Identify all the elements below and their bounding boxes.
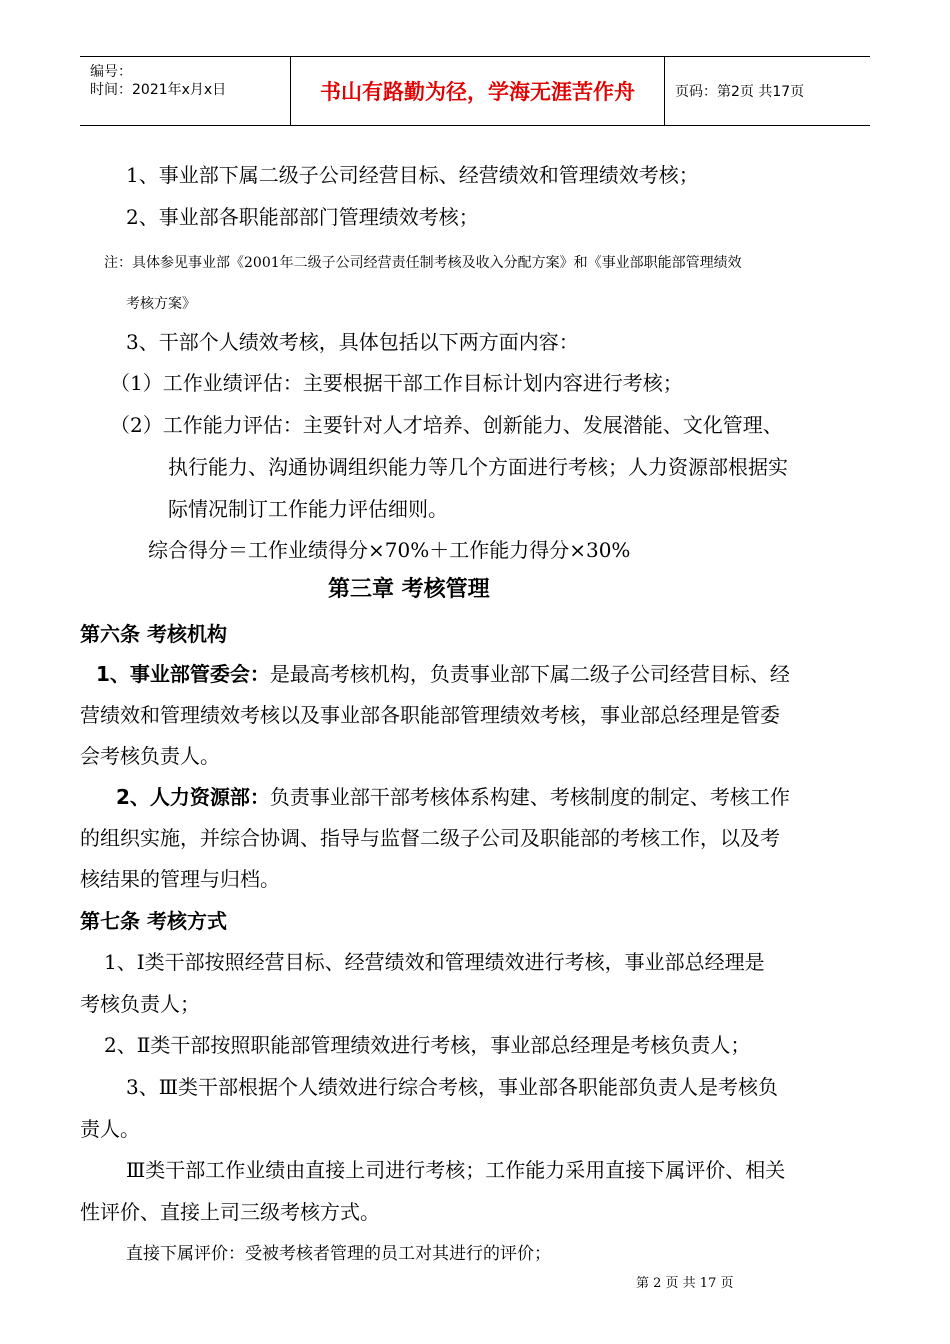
article-7-item-2: 2、Ⅱ类干部按照职能部管理绩效进行考核，事业部总经理是考核负责人； bbox=[104, 1033, 751, 1057]
article-6-item-1-label: 1、事业部管委会： bbox=[96, 662, 270, 686]
note-line-2: 考核方案》 bbox=[126, 296, 196, 312]
article-7-paragraph: Ⅲ类干部工作业绩由直接上司进行考核；工作能力采用直接下属评价、相关 bbox=[126, 1158, 786, 1182]
sub-item-2: （2）工作能力评估：主要针对人才培养、创新能力、发展潜能、文化管理、 bbox=[110, 413, 783, 437]
article-7-heading: 第七条 考核方式 bbox=[80, 909, 227, 933]
list-item-2: 2、事业部各职能部部门管理绩效考核； bbox=[126, 205, 479, 229]
list-item-3: 3、干部个人绩效考核，具体包括以下两方面内容： bbox=[126, 330, 579, 354]
chapter-title: 第三章 考核管理 bbox=[328, 577, 490, 602]
note-line-1: 注：具体参见事业部《2001年二级子公司经营责任制考核及收入分配方案》和《事业部职能部管理绩效 bbox=[104, 255, 742, 271]
article-6-item-2 bbox=[116, 784, 790, 810]
sub-item-2-line-2: 执行能力、沟通协调组织能力等几个方面进行考核；人力资源部根据实 bbox=[168, 455, 788, 479]
score-formula: 综合得分＝工作业绩得分×70%＋工作能力得分×30% bbox=[148, 538, 631, 562]
list-item-1: 1、事业部下属二级子公司经营目标、经营绩效和管理绩效考核； bbox=[126, 163, 699, 187]
sub-item-2-line-3: 际情况制订工作能力评估细则。 bbox=[168, 497, 448, 521]
sub-item-1: （1）工作业绩评估：主要根据干部工作目标计划内容进行考核； bbox=[110, 371, 683, 395]
page-header bbox=[80, 56, 870, 126]
article-6-item-2-text: 负责事业部干部考核体系构建、考核制度的制定、考核工作 bbox=[269, 785, 790, 809]
article-6-item-2-label: 2、人力资源部： bbox=[116, 785, 270, 809]
article-7-item-3: 3、Ⅲ类干部根据个人绩效进行综合考核，事业部各职能部负责人是考核负 bbox=[126, 1075, 779, 1099]
article-6-heading: 第六条 考核机构 bbox=[80, 622, 227, 646]
article-7-item-1-line-2: 考核负责人； bbox=[80, 992, 200, 1016]
header-meta bbox=[80, 57, 291, 125]
document-date: 时间：2021年x月x日 bbox=[90, 82, 227, 98]
article-6-item-2-line-2: 的组织实施，并综合协调、指导与监督二级子公司及职能部的考核工作，以及考 bbox=[80, 826, 780, 850]
header-motto: 书山有路勤为径，学海无涯苦作舟 bbox=[291, 57, 665, 125]
article-6-item-1-line-2: 营绩效和管理绩效考核以及事业部各职能部管理绩效考核，事业部总经理是管委 bbox=[80, 703, 780, 727]
header-page-info: 页码：第2页 共17页 bbox=[675, 84, 805, 100]
article-6-item-1-line-3: 会考核负责人。 bbox=[80, 744, 220, 768]
article-7-item-3-line-2: 责人。 bbox=[80, 1117, 140, 1141]
article-6-item-1 bbox=[96, 661, 790, 687]
article-7-paragraph-line-2: 性评价、直接上司三级考核方式。 bbox=[80, 1200, 380, 1224]
page-footer: 第 2 页 共 17 页 bbox=[636, 1276, 734, 1291]
article-6-item-1-text: 是最高考核机构，负责事业部下属二级子公司经营目标、经 bbox=[269, 662, 790, 686]
article-7-subordinate-evaluation: 直接下属评价：受被考核者管理的员工对其进行的评价； bbox=[126, 1244, 551, 1264]
article-6-item-2-line-3: 核结果的管理与归档。 bbox=[80, 867, 280, 891]
article-7-item-1: 1、Ⅰ类干部按照经营目标、经营绩效和管理绩效进行考核，事业部总经理是 bbox=[104, 950, 765, 974]
document-number-label: 编号： bbox=[90, 64, 132, 80]
